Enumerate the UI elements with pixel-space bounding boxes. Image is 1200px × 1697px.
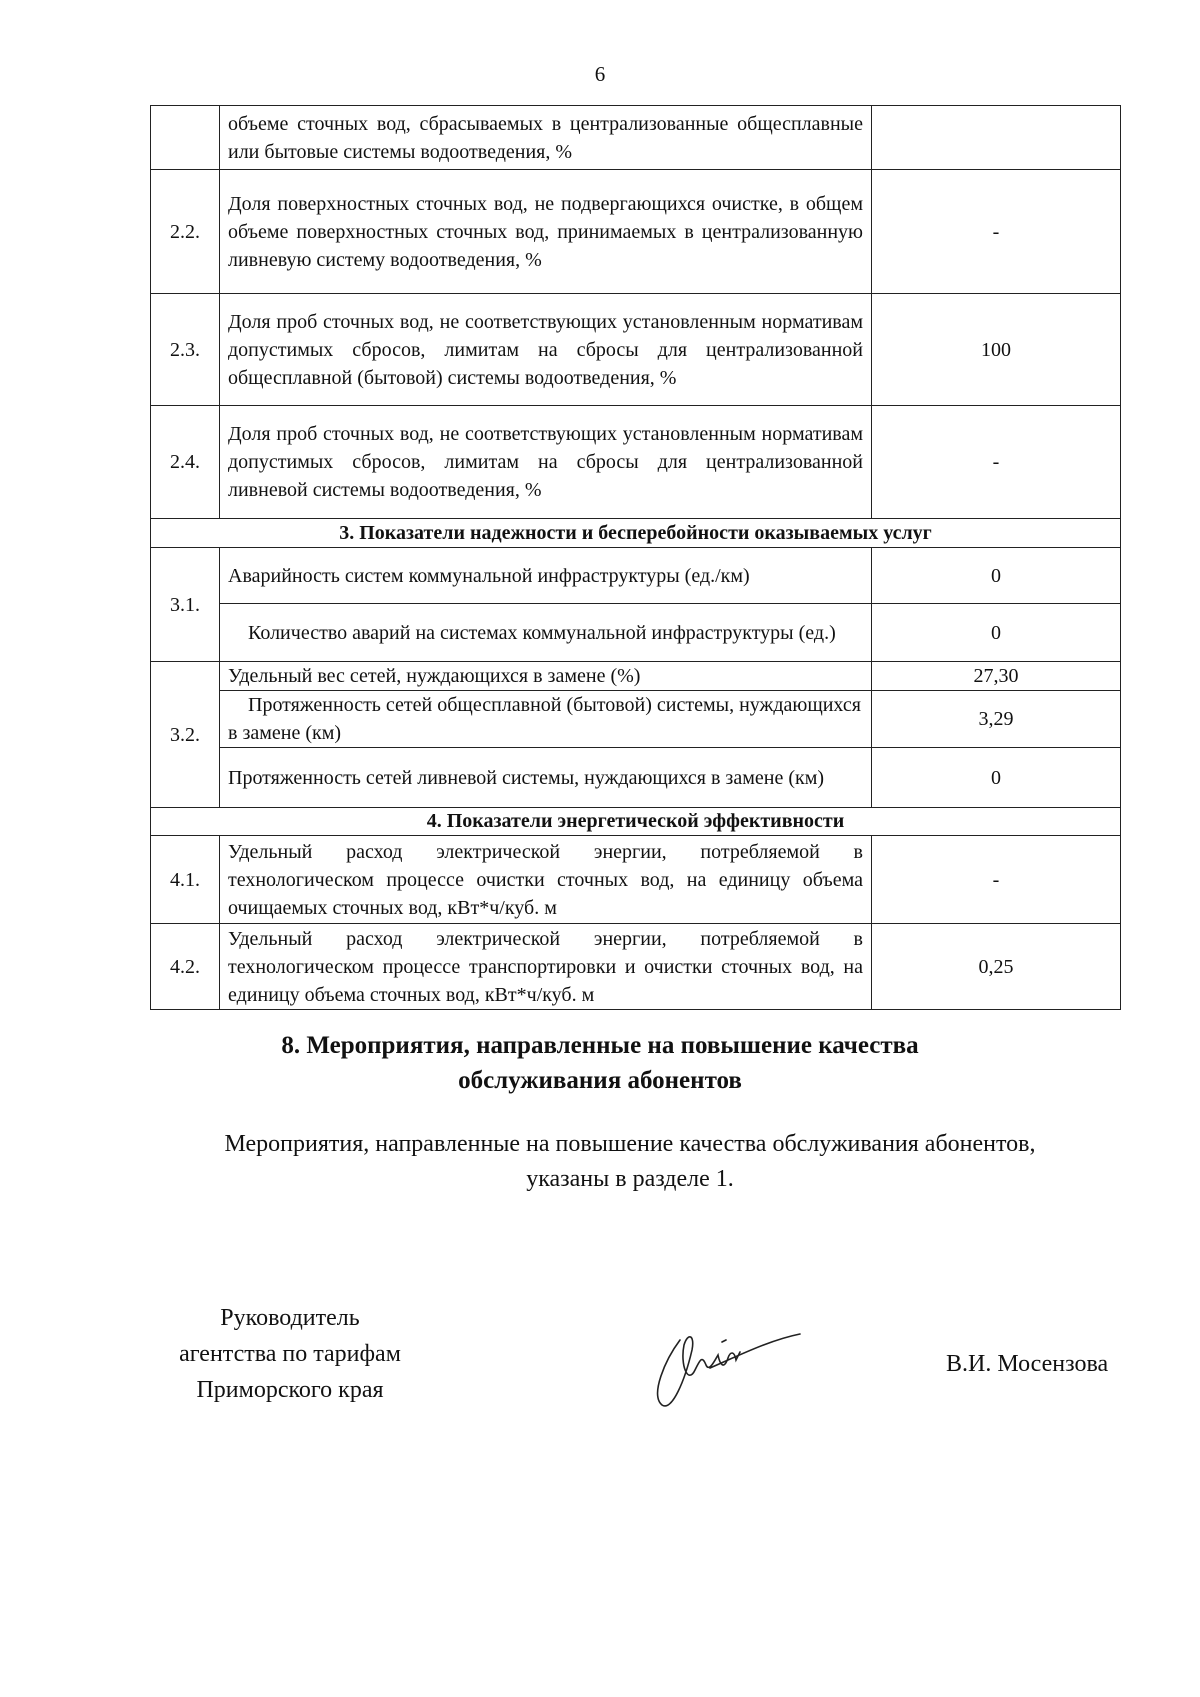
- indicator-text: Аварийность систем коммунальной инфраструктуры (ед./км): [220, 548, 872, 604]
- table-row: [151, 406, 1121, 519]
- row-number-cell: [151, 106, 220, 170]
- indicator-value: -: [872, 170, 1121, 294]
- table-row: [151, 106, 1121, 170]
- indicator-value: 0: [872, 604, 1121, 662]
- indicator-value: 0,25: [872, 924, 1121, 1010]
- section-8-body: Мероприятия, направленные на повышение качества обслуживания абонентов, указаны в разделе 1.: [224, 1131, 1036, 1192]
- signatory-name: В.И. Мосензова: [946, 1351, 1109, 1377]
- table-row: [151, 924, 1121, 1010]
- table-row: [151, 662, 1121, 691]
- signatory-title-line: агентства по тарифам: [179, 1341, 401, 1367]
- table-row: [151, 748, 1121, 808]
- signatory-title: [140, 1300, 440, 1408]
- indicator-value: [872, 106, 1121, 170]
- indicator-value: 3,29: [872, 691, 1121, 748]
- section-8-heading: 8. Мероприятия, направленные на повышение качества обслуживания абонентов: [281, 1032, 919, 1094]
- indicator-value: 0: [872, 548, 1121, 604]
- indicator-text: Удельный расход электрической энергии, потребляемой в технологическом процессе транспортировки и очистки сточных вод, на единицу объема сточных вод, кВт*ч/куб. м: [220, 924, 872, 1010]
- indicator-text: Доля проб сточных вод, не соответствующих установленным нормативам допустимых сбросов, лимитам на сбросы для централизованной общесплавной (бытовой) системы водоотведения, %: [220, 294, 872, 406]
- row-number: 2.4.: [151, 406, 220, 519]
- row-number: 4.2.: [151, 924, 220, 1010]
- section-3-title: 3. Показатели надежности и бесперебойности оказываемых услуг: [151, 519, 1121, 548]
- indicator-value: 27,30: [872, 662, 1121, 691]
- indicator-text: Удельный вес сетей, нуждающихся в замене (%): [220, 662, 872, 691]
- indicator-value: -: [872, 406, 1121, 519]
- signatory-title-line: Приморского края: [196, 1377, 384, 1403]
- signatory-title-line: Руководитель: [220, 1305, 360, 1331]
- table-row: [151, 836, 1121, 924]
- indicator-value: 100: [872, 294, 1121, 406]
- table-row: [151, 294, 1121, 406]
- indicator-text: Протяженность сетей общесплавной (бытовой) системы, нуждающихся в замене (км): [220, 691, 872, 748]
- handwritten-signature: [640, 1310, 810, 1420]
- indicator-value: 0: [872, 748, 1121, 808]
- indicator-text: Количество аварий на системах коммунальной инфраструктуры (ед.): [220, 604, 872, 662]
- row-number: 4.1.: [151, 836, 220, 924]
- indicator-text: Доля проб сточных вод, не соответствующих установленным нормативам допустимых сбросов, лимитам на сбросы для централизованной ливневой системы водоотведения, %: [220, 406, 872, 519]
- section-header-row: [151, 519, 1121, 548]
- indicator-text: объеме сточных вод, сбрасываемых в централизованные общесплавные или бытовые системы водоотведения, %: [220, 106, 872, 170]
- indicators-table: [150, 105, 1121, 1010]
- table-row: [151, 691, 1121, 748]
- row-number: 3.1.: [151, 548, 220, 662]
- indicator-text: Доля поверхностных сточных вод, не подвергающихся очистке, в общем объеме поверхностных сточных вод, принимаемых в централизованную ливневую систему водоотведения, %: [220, 170, 872, 294]
- page-number: 6: [594, 62, 606, 86]
- indicator-text: Удельный расход электрической энергии, потребляемой в технологическом процессе очистки сточных вод, на единицу объема очищаемых сточных вод, кВт*ч/куб. м: [220, 836, 872, 924]
- indicator-value: -: [872, 836, 1121, 924]
- table-row: [151, 604, 1121, 662]
- row-number: 2.2.: [151, 170, 220, 294]
- section-4-title: 4. Показатели энергетической эффективности: [151, 808, 1121, 836]
- row-number: 3.2.: [151, 662, 220, 808]
- indicator-text: Протяженность сетей ливневой системы, нуждающихся в замене (км): [220, 748, 872, 808]
- section-header-row: [151, 808, 1121, 836]
- table-row: [151, 548, 1121, 604]
- table-row: [151, 170, 1121, 294]
- row-number: 2.3.: [151, 294, 220, 406]
